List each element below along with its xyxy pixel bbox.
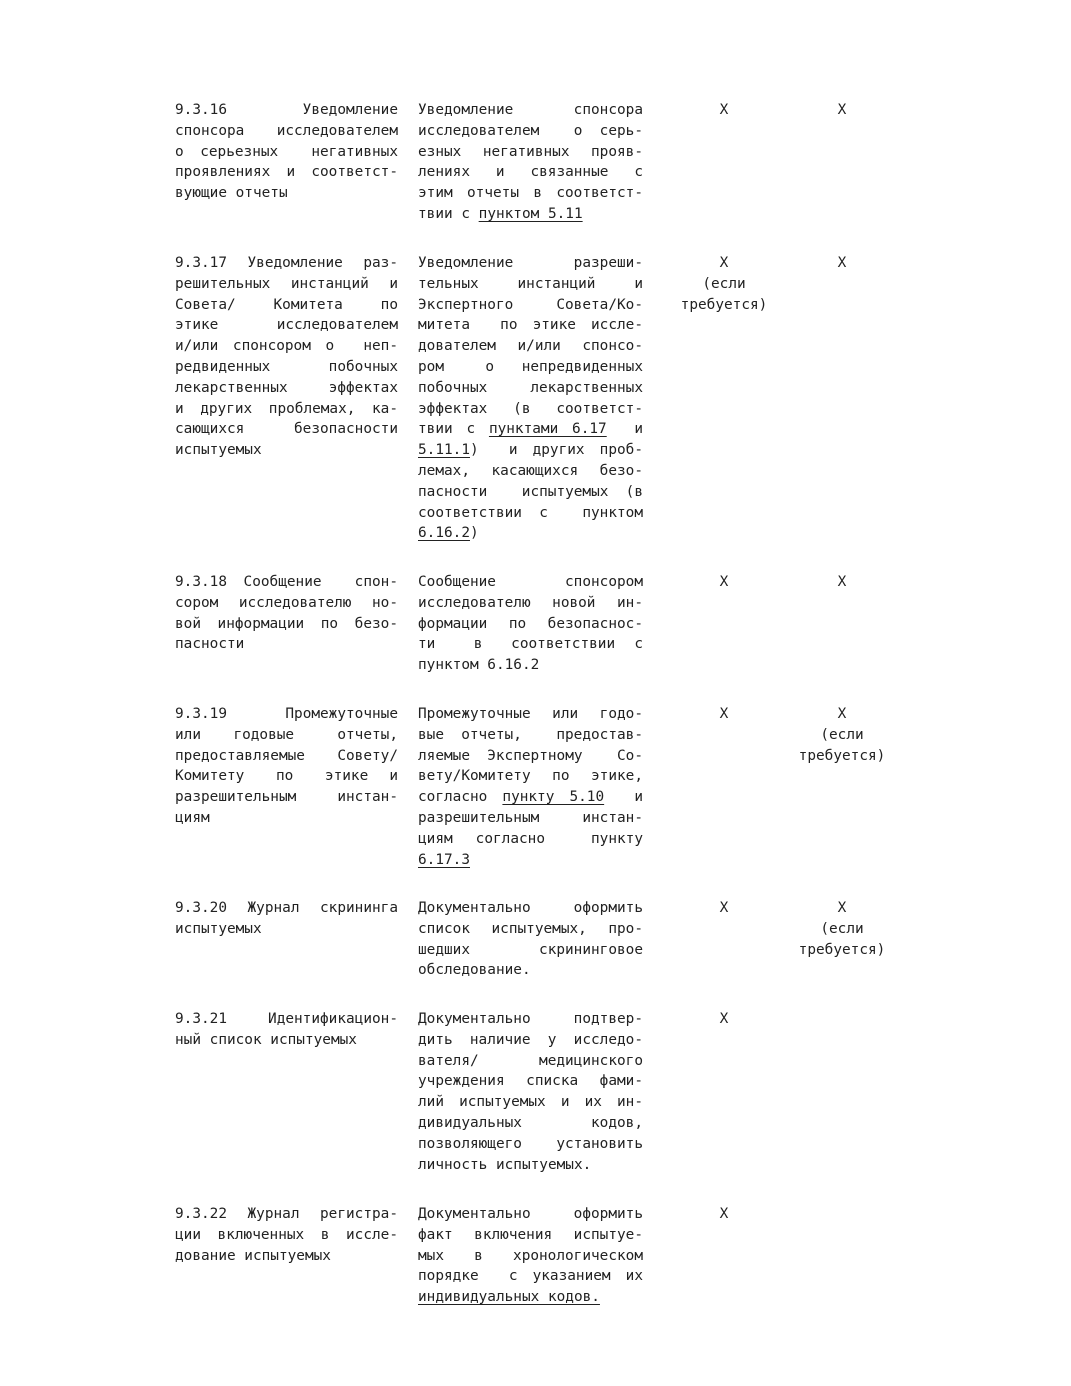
text-line: требуется): [798, 941, 886, 958]
text-line: Промежуточные или годо-: [418, 706, 643, 722]
text-line: проявлениях и соответст-: [175, 164, 398, 181]
item-title: [175, 898, 398, 940]
text-line: Х: [837, 900, 847, 916]
text-line: эффектах (в соответст-: [418, 400, 643, 417]
investigator-mark: [668, 253, 780, 315]
text-line: Х: [837, 706, 847, 722]
text-line: вующие отчеты: [175, 185, 288, 202]
reference-link[interactable]: пунктом 5.11: [478, 205, 583, 222]
text-line: (если: [820, 726, 864, 743]
text-line: и других проблемах, ка-: [175, 400, 398, 417]
reference-link[interactable]: пунктами 6.17: [488, 421, 607, 438]
text-line: Х: [719, 102, 729, 118]
text-line: Х: [837, 574, 847, 590]
text-line: [418, 850, 643, 871]
text-line: твии с пунктом 5.11: [418, 205, 583, 222]
text-line: этим отчеты в соответст-: [418, 185, 643, 202]
text-line: Документально оформить: [418, 900, 643, 916]
text-line: или годовые отчеты,: [175, 726, 398, 743]
investigator-mark: [668, 704, 780, 725]
text-line: ти в соответствии с: [418, 636, 643, 653]
text-line: 9.3.16 Уведомление: [175, 102, 398, 118]
text-line: предоставляемые Совету/: [175, 747, 398, 764]
text-line: порядке с указанием их: [418, 1268, 643, 1285]
text-line: Х: [837, 255, 847, 271]
investigator-mark: [668, 1204, 780, 1225]
text-line: Х: [719, 900, 729, 916]
text-line: испытуемых: [175, 442, 262, 459]
text-line: Х: [719, 1011, 729, 1027]
item-title: [175, 1204, 398, 1266]
text-line: Экспертного Совета/Ко-: [418, 296, 643, 313]
text-line: требуется): [680, 296, 768, 313]
text-line: дить наличие у исследо-: [418, 1031, 643, 1048]
reference-link[interactable]: пункту 5.10: [502, 789, 605, 806]
item-description: [418, 898, 643, 981]
text-line: 6.16.2): [418, 525, 479, 542]
text-line: Совета/ Комитета по: [175, 296, 398, 313]
text-line: [418, 1287, 643, 1308]
text-line: ции включенных в иссле-: [175, 1226, 398, 1243]
item-description: [418, 1204, 643, 1308]
text-line: (если: [820, 920, 864, 937]
sponsor-mark: [783, 572, 901, 593]
text-line: соответствии с пунктом: [418, 504, 643, 521]
item-title: [175, 1009, 398, 1051]
text-line: обследование.: [418, 962, 531, 979]
text-line: лемах, касающихся безо-: [418, 462, 643, 479]
text-line: 9.3.20 Журнал скрининга: [175, 900, 398, 916]
text-line: спонсора исследователем: [175, 122, 398, 139]
text-line: разрешительным инстан-: [175, 789, 398, 806]
text-line: исследователем о серь-: [418, 122, 643, 139]
text-line: вету/Комитету по этике,: [418, 768, 643, 785]
text-line: ный список испытуемых: [175, 1031, 357, 1048]
text-line: согласно пункту 5.10 и: [418, 789, 643, 806]
text-line: пасности испытуемых (в: [418, 483, 643, 500]
text-line: личность испытуемых.: [418, 1156, 592, 1173]
text-line: редвиденных побочных: [175, 358, 398, 375]
text-line: (если: [702, 275, 746, 292]
text-line: пунктом 6.16.2: [418, 657, 540, 674]
text-line: Комитету по этике и: [175, 768, 398, 785]
text-line: Х: [719, 1206, 729, 1222]
text-line: этике исследователем: [175, 317, 398, 334]
text-line: ляемые Экспертному Со-: [418, 747, 643, 764]
text-line: лий испытуемых и их ин-: [418, 1094, 643, 1111]
text-line: Уведомление спонсора: [418, 102, 643, 118]
text-line: 9.3.18 Сообщение спон-: [175, 574, 398, 590]
text-line: езных негативных прояв-: [418, 143, 643, 160]
item-description: [418, 100, 643, 225]
text-line: Х: [837, 102, 847, 118]
text-line: 5.11.1) и других проб-: [418, 442, 643, 459]
text-line: Документально оформить: [418, 1206, 643, 1222]
text-line: исследователю новой ин-: [418, 594, 643, 611]
text-line: испытуемых: [175, 920, 262, 937]
item-title: [175, 572, 398, 655]
sponsor-mark: [783, 253, 901, 274]
sponsor-mark: [783, 898, 901, 960]
text-line: дователем и/или спонсо-: [418, 338, 643, 355]
text-line: дование испытуемых: [175, 1247, 331, 1264]
text-line: шедших скрининговое: [418, 941, 643, 958]
text-line: и/или спонсором о неп-: [175, 338, 398, 355]
investigator-mark: [668, 572, 780, 593]
text-line: мых в хронологическом: [418, 1247, 643, 1264]
text-line: Документально подтвер-: [418, 1011, 643, 1027]
text-line: позволяющего установить: [418, 1135, 643, 1152]
text-line: циям: [175, 809, 210, 826]
item-description: [418, 1009, 643, 1175]
text-line: вателя/ медицинского: [418, 1052, 643, 1069]
item-description: [418, 253, 643, 544]
text-line: пасности: [175, 636, 245, 653]
investigator-mark: [668, 898, 780, 919]
text-line: Х: [719, 706, 729, 722]
item-title: [175, 704, 398, 829]
investigator-mark: [668, 1009, 780, 1030]
text-line: митета по этике иссле-: [418, 317, 643, 334]
text-line: ром о непредвиденных: [418, 358, 643, 375]
text-line: требуется): [798, 747, 886, 764]
text-line: Уведомление разреши-: [418, 255, 643, 271]
reference-link[interactable]: 6.16.2: [418, 525, 470, 542]
text-line: Сообщение спонсором: [418, 574, 643, 590]
text-line: твии с пунктами 6.17 и: [418, 421, 643, 438]
investigator-mark: [668, 100, 780, 121]
text-line: 9.3.22 Журнал регистра-: [175, 1206, 398, 1222]
text-line: сающихся безопасности: [175, 421, 398, 438]
text-line: вые отчеты, предостав-: [418, 726, 643, 743]
text-line: вой информации по безо-: [175, 615, 398, 632]
text-line: тельных инстанций и: [418, 275, 643, 292]
text-line: формации по безопаснос-: [418, 615, 643, 632]
text-line: факт включения испытуе-: [418, 1226, 643, 1243]
text-line: дивидуальных кодов,: [418, 1114, 643, 1131]
sponsor-mark: [783, 100, 901, 121]
item-description: [418, 704, 643, 870]
text-line: о серьезных негативных: [175, 143, 398, 160]
text-line: циям согласно пункту: [418, 830, 643, 847]
text-line: учреждения списка фами-: [418, 1073, 643, 1090]
text-line: 9.3.19 Промежуточные: [175, 706, 398, 722]
text-line: лекарственных эффектах: [175, 379, 398, 396]
sponsor-mark: [783, 704, 901, 766]
text-line: список испытуемых, про-: [418, 920, 643, 937]
text-line: разрешительным инстан-: [418, 809, 643, 826]
text-line: лениях и связанные с: [418, 164, 643, 181]
reference-link[interactable]: индивидуальных кодов.: [418, 1289, 600, 1306]
item-title: [175, 100, 398, 204]
text-line: побочных лекарственных: [418, 379, 643, 396]
item-title: [175, 253, 398, 461]
text-line: решительных инстанций и: [175, 275, 398, 292]
reference-link[interactable]: 6.17.3: [418, 851, 470, 868]
text-line: Х: [719, 255, 729, 271]
text-line: 9.3.17 Уведомление раз-: [175, 255, 398, 271]
text-line: 9.3.21 Идентификацион-: [175, 1011, 398, 1027]
reference-link[interactable]: 5.11.1: [418, 442, 470, 459]
item-description: [418, 572, 643, 676]
text-line: Х: [719, 574, 729, 590]
text-line: сором исследователю но-: [175, 594, 398, 611]
